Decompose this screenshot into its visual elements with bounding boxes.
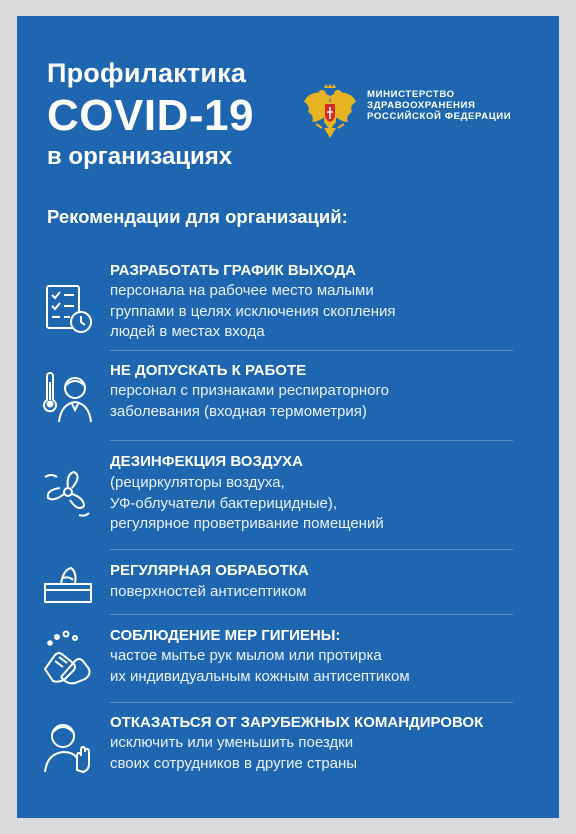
separator [110,614,513,615]
item-2-line-1: персонал с признаками респираторного [110,382,390,399]
item-4-line-1: поверхностей антисептиком [110,583,307,600]
thermometer-person-icon [39,368,97,426]
separator [110,702,513,703]
top-margin [0,0,576,16]
separator [110,350,513,351]
item-6-heading: ОТКАЗАТЬСЯ ОТ ЗАРУБЕЖНЫХ КОМАНДИРОВОК [110,714,484,731]
item-6-line-2: своих сотрудников в другие страны [110,754,358,772]
item-6-line-1: исключить или уменьшить поездки [110,734,354,751]
item-3-line-3: регулярное проветривание помещений [110,515,384,532]
item-2-text [110,381,389,422]
item-4-text [110,582,306,603]
item-1-line-3: людей в местах входа [110,323,265,340]
fan-air-icon [39,463,97,521]
item-5-line-1: частое мытье рук мылом или протирка [110,647,382,664]
recommendations-title: Рекомендации для организаций: [47,206,348,227]
washing-hands-icon [39,629,97,687]
ministry-line-2: ЗДРАВООХРАНЕНИЯ [367,100,476,111]
item-3-line-2: УФ-облучатели бактерицидные), [110,494,337,512]
ministry-line-3: РОССИЙСКОЙ ФЕДЕРАЦИИ [367,111,512,122]
item-3-heading: ДЕЗИНФЕКЦИЯ ВОЗДУХА [110,453,303,470]
person-stop-hand-icon [39,718,97,776]
item-4-heading: РЕГУЛЯРНАЯ ОБРАБОТКА [110,562,309,579]
ministry-line-1: МИНИСТЕРСТВО [367,89,455,100]
title-line-3: в организациях [47,143,233,170]
separator [110,440,513,441]
item-3-text [110,473,384,535]
item-1-line-2: группами в целях исключения скопления [110,302,396,320]
coat-of-arms-icon [300,82,360,142]
schedule-checklist-icon [39,280,97,338]
item-1-heading: РАЗРАБОТАТЬ ГРАФИК ВЫХОДА [110,262,356,279]
separator [110,549,513,550]
item-2-heading: НЕ ДОПУСКАТЬ К РАБОТЕ [110,362,307,379]
wipes-box-icon [39,558,97,616]
item-6-text [110,733,357,774]
item-5-text [110,646,410,687]
item-5-heading: СОБЛЮДЕНИЕ МЕР ГИГИЕНЫ: [110,627,341,644]
item-1-text [110,281,396,343]
item-2-line-2: заболевания (входная термометрия) [110,402,367,420]
title-line-2: COVID-19 [47,91,254,140]
item-3-line-1: (рециркуляторы воздуха, [110,474,285,491]
item-5-line-2: их индивидуальным кожным антисептиком [110,667,410,685]
title-line-1: Профилактика [47,58,247,88]
ministry-name [367,89,511,122]
poster [17,16,559,818]
item-1-line-1: персонала на рабочее место малыми [110,282,374,299]
